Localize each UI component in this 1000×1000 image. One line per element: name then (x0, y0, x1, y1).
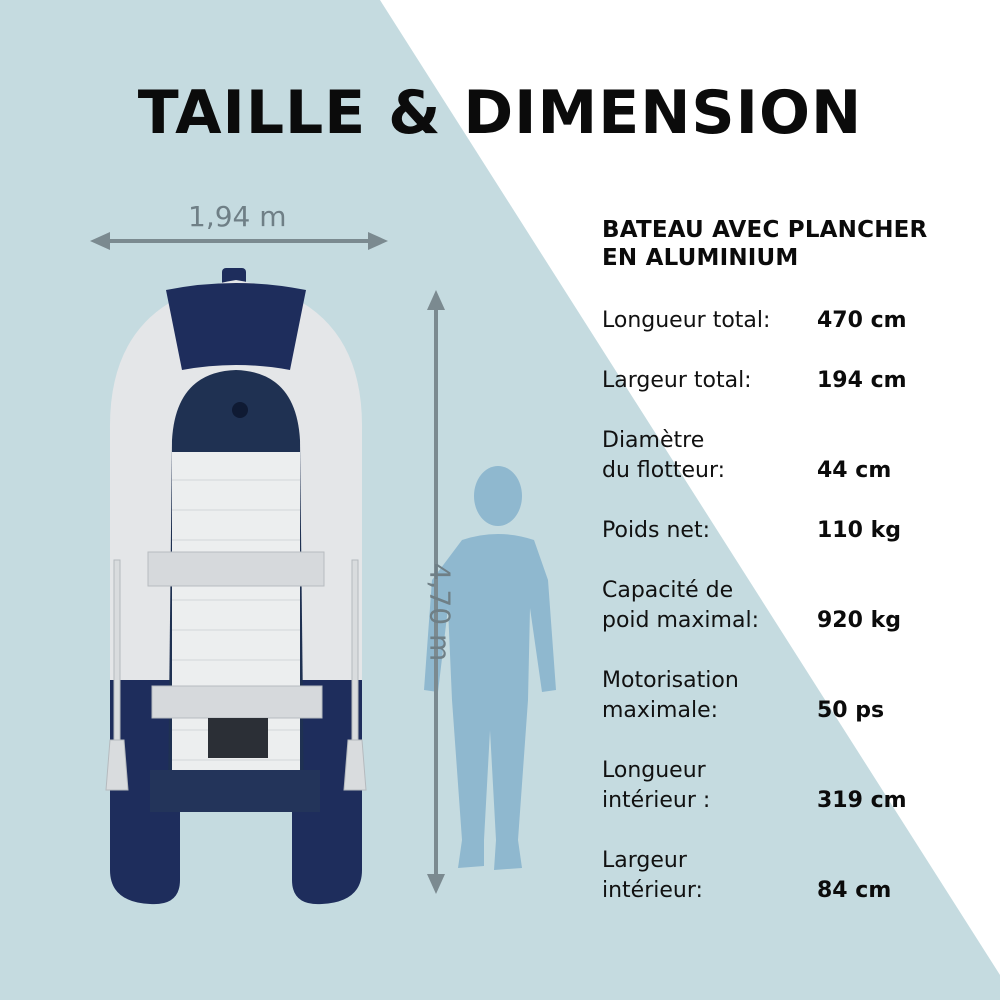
spec-label-line1: Motorisation (602, 668, 739, 693)
spec-value: 470 cm (817, 308, 907, 333)
spec-label (602, 516, 710, 546)
spec-row-total-length (602, 272, 982, 336)
spec-label (602, 366, 752, 396)
spec-row-total-width (602, 332, 982, 396)
spec-label-line2: maximale: (602, 698, 719, 723)
spec-heading-line2: EN ALUMINIUM (602, 245, 799, 271)
spec-label-line1: Poids net: (602, 518, 710, 543)
spec-label-line1: Capacité de (602, 578, 734, 603)
spec-label (602, 756, 710, 816)
spec-row-float-diameter (602, 422, 982, 486)
spec-label-line1: Diamètre (602, 428, 705, 453)
spec-value: 50 ps (817, 698, 885, 723)
spec-value: 84 cm (817, 878, 892, 903)
spec-label-line1: Longueur (602, 758, 706, 783)
spec-value: 44 cm (817, 458, 892, 483)
spec-label-line1: Largeur total: (602, 368, 752, 393)
page-title: TAILLE & DIMENSION (137, 78, 863, 148)
spec-label-line2: du flotteur: (602, 458, 726, 483)
spec-label-line1: Largeur (602, 848, 687, 873)
spec-label (602, 666, 739, 726)
width-dimension-label: 1,94 m (188, 200, 287, 233)
spec-label (602, 846, 703, 906)
spec-heading (602, 216, 927, 272)
boat-image (106, 268, 366, 904)
spec-row-interior-width (602, 842, 982, 906)
spec-value: 319 cm (817, 788, 907, 813)
spec-label-line2: intérieur : (602, 788, 711, 813)
spec-row-interior-length (602, 752, 982, 816)
spec-value: 110 kg (817, 518, 901, 543)
spec-label-line2: intérieur: (602, 878, 703, 903)
spec-label-line1: Longueur total: (602, 308, 771, 333)
spec-label (602, 576, 759, 636)
spec-heading-line1: BATEAU AVEC PLANCHER (602, 217, 928, 243)
spec-row-max-capacity (602, 572, 982, 636)
length-dimension-label: 4,70 m (423, 562, 457, 662)
spec-row-max-motor (602, 662, 982, 726)
spec-value: 920 kg (817, 608, 901, 633)
spec-value: 194 cm (817, 368, 907, 393)
spec-label (602, 426, 725, 486)
spec-label-line2: poid maximal: (602, 608, 759, 633)
spec-row-net-weight (602, 482, 982, 546)
